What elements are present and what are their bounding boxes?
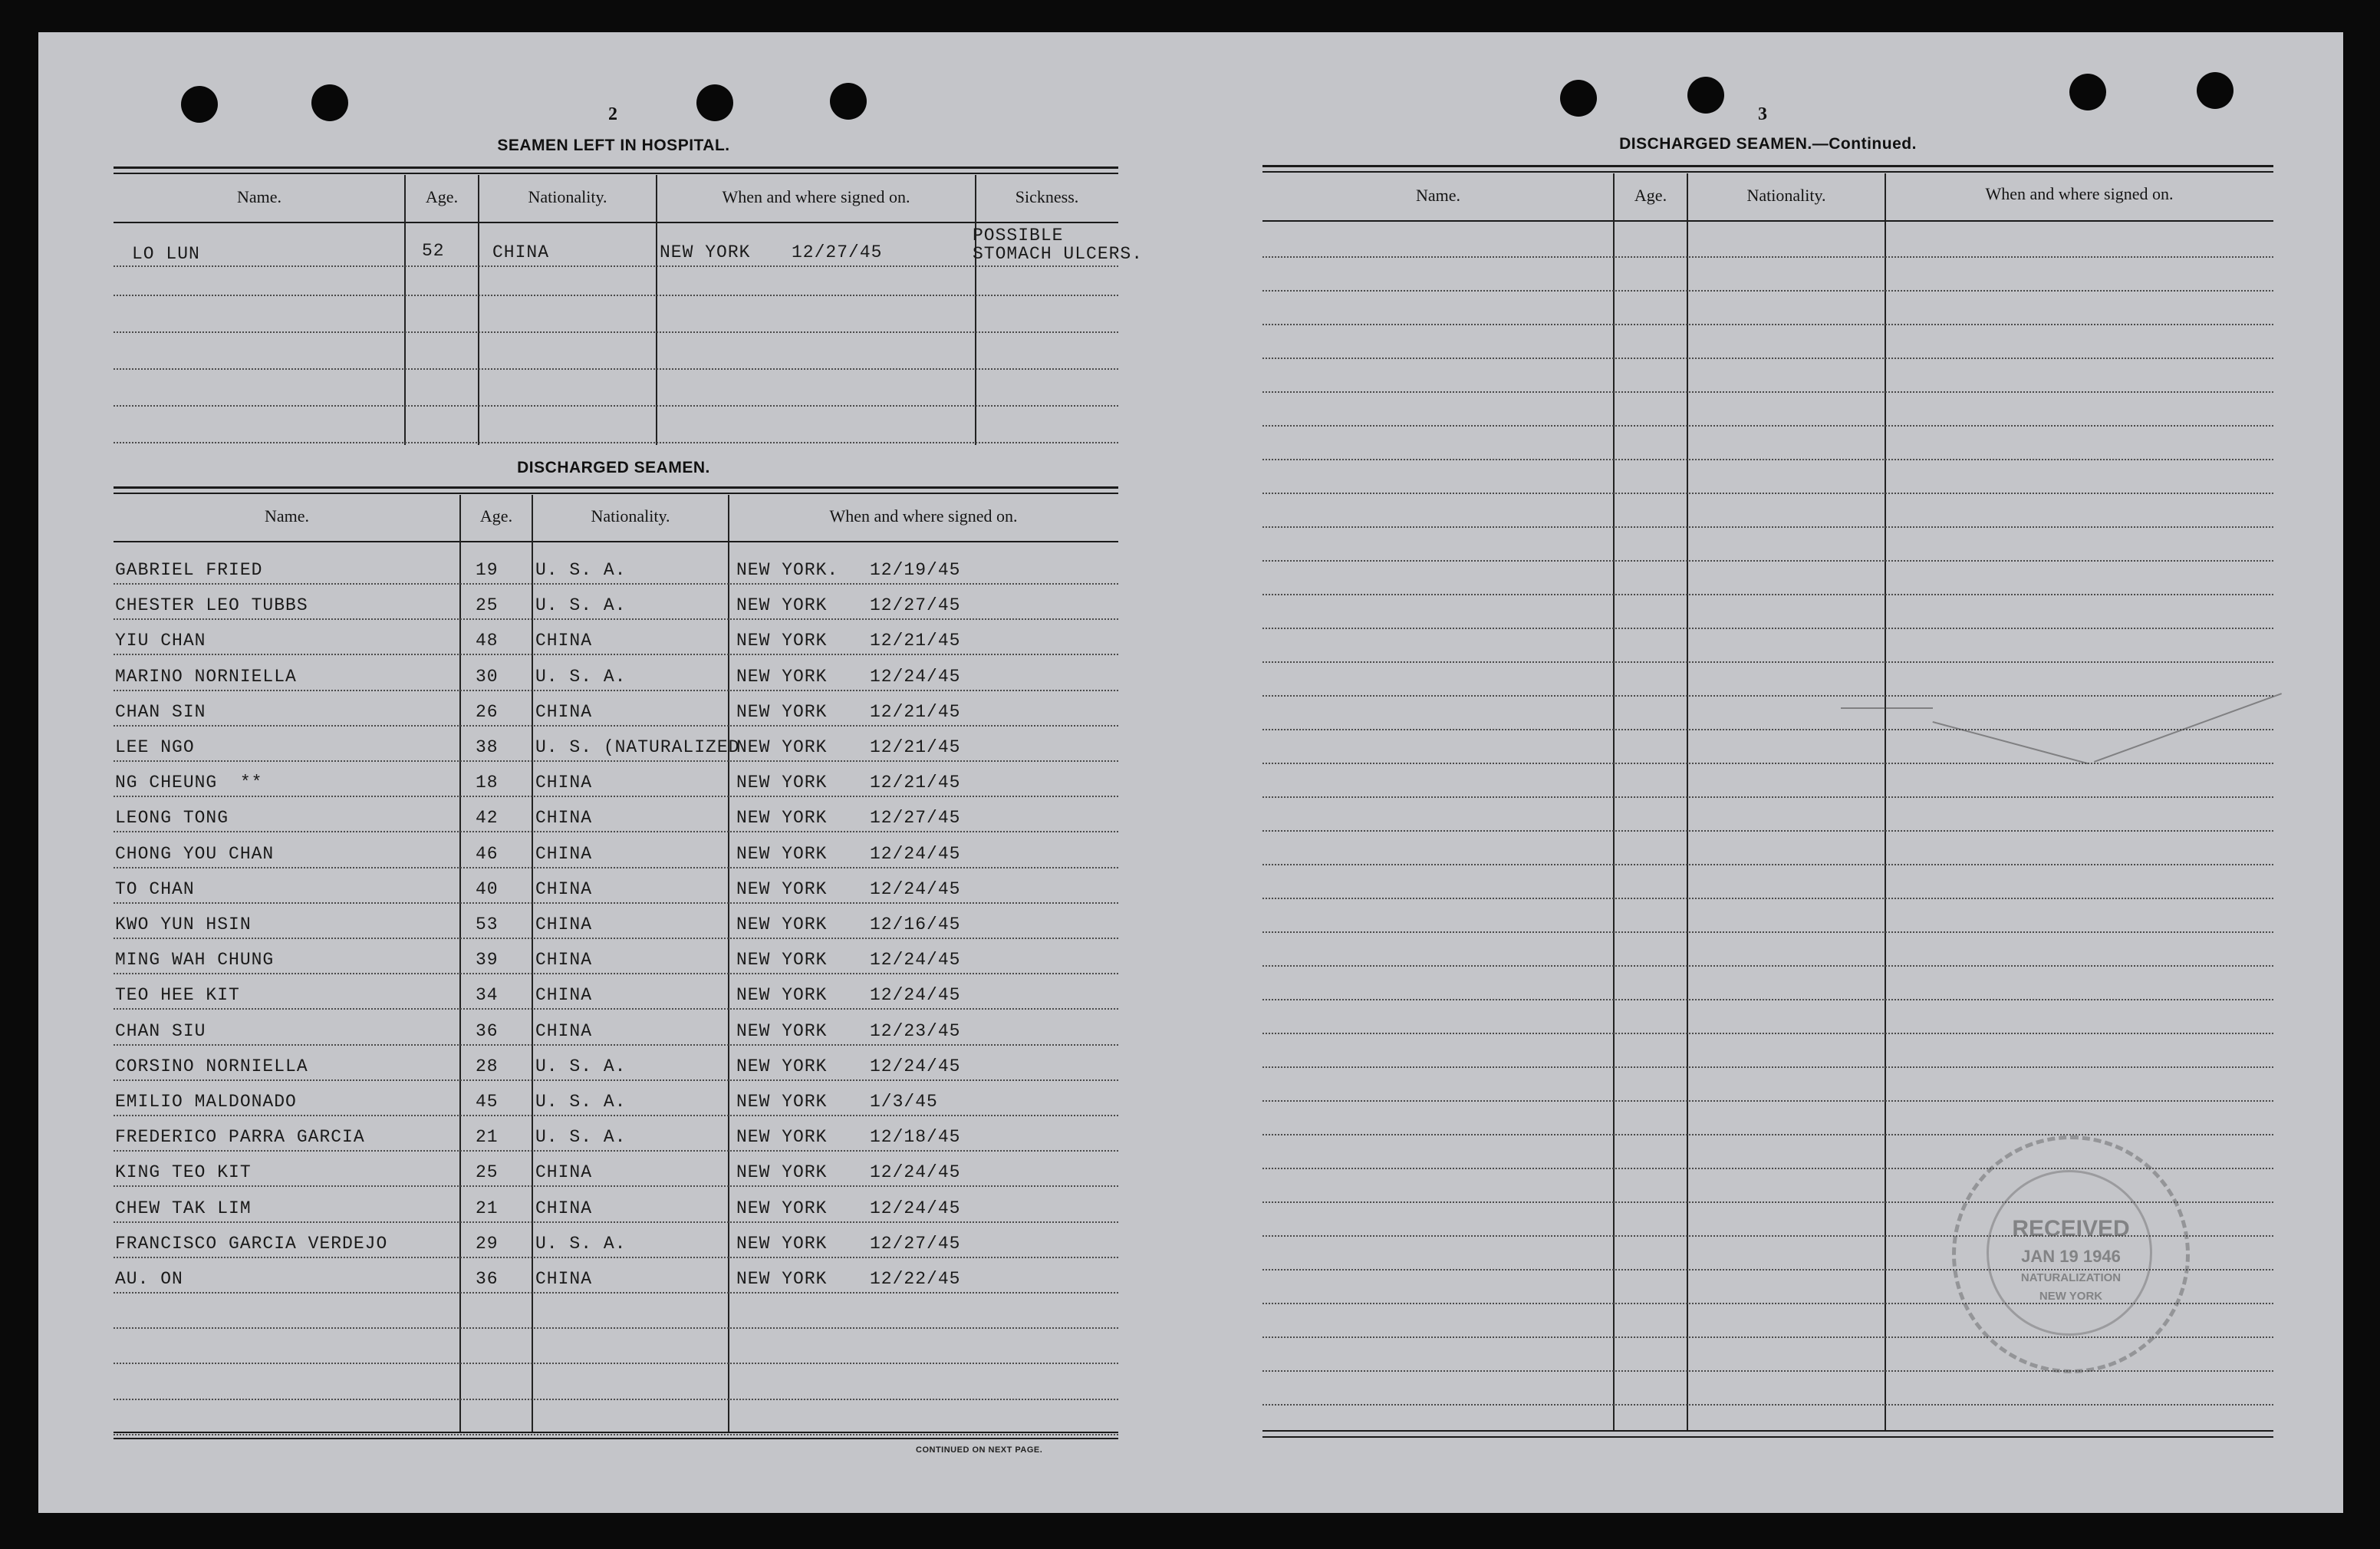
discharged-cell-age: 53 (476, 915, 499, 934)
discharged-cell-nationality: CHINA (535, 1162, 593, 1183)
row-rule (1262, 898, 2273, 899)
discharged-cell-name: TEO HEE KIT (115, 985, 240, 1006)
discharged-cell-place: NEW YORK (736, 666, 828, 687)
discharged-cell-date: 12/24/45 (870, 843, 961, 864)
discharged-cell-place: NEW YORK (736, 1198, 828, 1218)
right-header-name: Name. (1415, 186, 1461, 205)
row-rule (114, 1185, 1118, 1187)
table-rule (114, 541, 1118, 542)
punch-hole (181, 86, 218, 123)
table-rule (114, 222, 1118, 223)
discharged-cell-name: LEE NGO (115, 737, 195, 757)
discharged-cell-nationality: U. S. (NATURALIZED (535, 737, 740, 757)
discharged-cell-place: NEW YORK (736, 1092, 828, 1112)
row-rule (1262, 290, 2273, 292)
discharged-cell-nationality: U. S. A. (535, 595, 627, 616)
discharged-cell-nationality: U. S. A. (535, 560, 627, 580)
discharged-cell-nationality: CHINA (535, 985, 593, 1006)
row-rule (114, 583, 1118, 585)
row-rule (114, 295, 1118, 296)
row-rule (114, 1150, 1118, 1152)
discharged-cell-date: 12/21/45 (870, 773, 961, 793)
row-rule (1262, 965, 2273, 967)
discharged-cell-nationality: CHINA (535, 950, 593, 971)
column-rule (1687, 173, 1688, 1432)
discharged-cell-date: 12/24/45 (870, 1056, 961, 1076)
hospital-header-age: Age. (425, 187, 459, 206)
row-rule (1262, 425, 2273, 427)
discharged-cell-age: 21 (476, 1127, 499, 1148)
discharged-cell-nationality: CHINA (535, 1020, 593, 1041)
discharged-cell-age: 48 (476, 631, 499, 651)
discharged-cell-age: 28 (476, 1056, 499, 1076)
table-rule (114, 486, 1118, 489)
discharged-cell-nationality: U. S. A. (535, 1056, 627, 1076)
discharged-cell-age: 36 (476, 1269, 499, 1289)
row-rule (1262, 931, 2273, 933)
right-header-signed-on: When and where signed on. (1985, 184, 2174, 203)
discharged-cell-nationality: CHINA (535, 631, 593, 651)
discharged-cell-place: NEW YORK (736, 1056, 828, 1076)
row-rule (114, 1008, 1118, 1010)
discharged-cell-name: AU. ON (115, 1269, 183, 1289)
hospital-header-sickness: Sickness. (1015, 187, 1079, 206)
row-rule (1262, 864, 2273, 865)
row-rule (1262, 796, 2273, 798)
discharged-cell-name: YIU CHAN (115, 631, 206, 651)
discharged-cell-nationality: CHINA (535, 878, 593, 899)
row-rule (114, 1079, 1118, 1081)
discharged-cell-date: 12/24/45 (870, 878, 961, 899)
stamp-date-text: JAN 19 1946 (2021, 1247, 2121, 1266)
discharged-cell-name: EMILIO MALDONADO (115, 1092, 297, 1112)
row-rule (1262, 560, 2273, 562)
row-rule (114, 1434, 1118, 1435)
row-rule (1262, 999, 2273, 1000)
discharged-cell-place: NEW YORK (736, 1020, 828, 1041)
row-rule (114, 442, 1118, 443)
discharged-cell-age: 39 (476, 950, 499, 971)
discharged-cell-name: FREDERICO PARRA GARCIA (115, 1127, 365, 1148)
discharged-cell-age: 19 (476, 560, 499, 580)
discharged-cell-name: KWO YUN HSIN (115, 915, 252, 934)
discharged-cell-nationality: U. S. A. (535, 1233, 627, 1254)
row-rule (1262, 391, 2273, 393)
row-rule (114, 1399, 1118, 1400)
discharged-cell-name: CHONG YOU CHAN (115, 843, 275, 864)
punch-hole (696, 84, 733, 121)
discharged-cell-name: GABRIEL FRIED (115, 560, 263, 580)
discharged-cell-name: CHAN SIN (115, 701, 206, 722)
discharged-cell-age: 30 (476, 666, 499, 687)
discharged-cell-name: CORSINO NORNIELLA (115, 1056, 308, 1076)
discharged-cell-place: NEW YORK (736, 595, 828, 616)
hospital-header-name: Name. (236, 187, 282, 206)
discharged-cell-date: 12/22/45 (870, 1269, 961, 1289)
table-rule (1262, 1436, 2273, 1438)
row-rule (1262, 526, 2273, 528)
row-rule (114, 1327, 1118, 1329)
discharged-cell-place: NEW YORK. (736, 560, 839, 580)
discharged-cell-age: 38 (476, 737, 499, 757)
row-rule (114, 405, 1118, 407)
row-rule (114, 973, 1118, 974)
table-rule (1262, 171, 2273, 173)
row-rule (1262, 459, 2273, 460)
discharged-cell-date: 12/21/45 (870, 631, 961, 651)
discharged-cell-name: FRANCISCO GARCIA VERDEJO (115, 1233, 388, 1254)
discharged-cell-date: 12/21/45 (870, 737, 961, 757)
discharged-cell-date: 12/27/45 (870, 595, 961, 616)
right-header-age: Age. (1634, 186, 1667, 205)
discharged-cell-place: NEW YORK (736, 843, 828, 864)
discharged-cell-date: 12/24/45 (870, 1198, 961, 1218)
discharged-cell-date: 12/19/45 (870, 560, 961, 580)
discharged-cell-name: LEONG TONG (115, 808, 229, 829)
row-rule (114, 265, 1118, 267)
punch-hole (1687, 77, 1724, 114)
table-rule (114, 166, 1118, 169)
discharged-cell-date: 12/16/45 (870, 915, 961, 934)
column-rule (1613, 173, 1615, 1432)
discharged-section-title: DISCHARGED SEAMEN. (517, 459, 710, 476)
discharged-cell-place: NEW YORK (736, 701, 828, 722)
hospital-cell-sickness: POSSIBLE (973, 226, 1064, 246)
discharged-cell-place: NEW YORK (736, 985, 828, 1006)
page-number-right: 3 (1758, 104, 1767, 124)
discharged-cell-nationality: CHINA (535, 843, 593, 864)
discharged-cell-date: 12/24/45 (870, 666, 961, 687)
row-rule (114, 1292, 1118, 1294)
row-rule (114, 902, 1118, 904)
discharged-cell-date: 12/21/45 (870, 701, 961, 722)
row-rule (114, 654, 1118, 655)
row-rule (1262, 1134, 2273, 1135)
row-rule (114, 1363, 1118, 1364)
hospital-cell-name: LO LUN (132, 244, 200, 264)
paper-crease (1841, 707, 1933, 709)
discharged-cell-date: 12/23/45 (870, 1020, 961, 1041)
discharged-cell-place: NEW YORK (736, 631, 828, 651)
discharged-header-name: Name. (264, 506, 310, 526)
discharged-cell-age: 26 (476, 701, 499, 722)
discharged-cell-name: NG CHEUNG ** (115, 773, 263, 793)
discharged-cell-age: 40 (476, 878, 499, 899)
discharged-cell-name: CHESTER LEO TUBBS (115, 595, 308, 616)
row-rule (1262, 1100, 2273, 1102)
discharged-cell-date: 12/24/45 (870, 1162, 961, 1183)
discharged-cell-age: 45 (476, 1092, 499, 1112)
row-rule (114, 796, 1118, 797)
row-rule (114, 1221, 1118, 1223)
row-rule (114, 725, 1118, 727)
page-number-left: 2 (608, 104, 617, 124)
hospital-cell-place: NEW YORK (660, 242, 751, 262)
row-rule (1262, 594, 2273, 595)
stamp-naturalization-text: NATURALIZATION (2020, 1271, 2122, 1284)
stamp-city-text: NEW YORK (2039, 1290, 2103, 1303)
punch-hole (2069, 74, 2106, 110)
discharged-cell-age: 18 (476, 773, 499, 793)
discharged-cell-place: NEW YORK (736, 737, 828, 757)
discharged-cell-place: NEW YORK (736, 915, 828, 934)
row-rule (114, 760, 1118, 762)
table-rule (114, 1438, 1118, 1439)
discharged-cell-age: 46 (476, 843, 499, 864)
discharged-cell-age: 21 (476, 1198, 499, 1218)
discharged-cell-date: 12/24/45 (870, 985, 961, 1006)
row-rule (1262, 695, 2273, 697)
continued-footer: CONTINUED ON NEXT PAGE. (916, 1445, 1043, 1455)
discharged-cell-name: CHAN SIU (115, 1020, 206, 1041)
received-stamp (1952, 1135, 2190, 1373)
discharged-cell-date: 12/27/45 (870, 808, 961, 829)
discharged-cell-name: TO CHAN (115, 878, 195, 899)
discharged-cell-place: NEW YORK (736, 773, 828, 793)
row-rule (1262, 628, 2273, 629)
row-rule (114, 331, 1118, 333)
discharged-cell-place: NEW YORK (736, 878, 828, 899)
hospital-cell-date: 12/27/45 (792, 242, 883, 262)
discharged-cell-name: MARINO NORNIELLA (115, 666, 297, 687)
discharged-cell-date: 12/18/45 (870, 1127, 961, 1148)
row-rule (1262, 729, 2273, 730)
discharged-cell-name: MING WAH CHUNG (115, 950, 275, 971)
table-rule (1262, 1430, 2273, 1432)
discharged-cell-place: NEW YORK (736, 950, 828, 971)
discharged-cell-age: 34 (476, 985, 499, 1006)
row-rule (1262, 661, 2273, 663)
stamp-received-text: RECEIVED (2012, 1216, 2130, 1241)
discharged-cell-name: CHEW TAK LIM (115, 1198, 252, 1218)
discharged-cell-nationality: CHINA (535, 808, 593, 829)
discharged-cell-date: 1/3/45 (870, 1092, 938, 1112)
discharged-cell-place: NEW YORK (736, 1269, 828, 1289)
hospital-cell-sickness: STOMACH ULCERS. (973, 244, 1144, 264)
row-rule (1262, 1404, 2273, 1406)
discharged-cell-date: 12/24/45 (870, 950, 961, 971)
hospital-section-title: SEAMEN LEFT IN HOSPITAL. (497, 137, 730, 154)
discharged-cell-nationality: U. S. A. (535, 1127, 627, 1148)
row-rule (114, 938, 1118, 939)
row-rule (1262, 358, 2273, 359)
right-section-title: DISCHARGED SEAMEN.—Continued. (1619, 135, 1917, 153)
table-rule (1262, 220, 2273, 222)
discharged-cell-nationality: CHINA (535, 1269, 593, 1289)
hospital-header-nationality: Nationality. (528, 187, 607, 206)
table-rule (114, 493, 1118, 494)
discharged-cell-age: 25 (476, 595, 499, 616)
discharged-header-nationality: Nationality. (591, 506, 670, 526)
discharged-header-signed-on: When and where signed on. (829, 506, 1018, 526)
row-rule (1262, 830, 2273, 832)
row-rule (1262, 1066, 2273, 1068)
row-rule (1262, 1370, 2273, 1372)
discharged-cell-nationality: CHINA (535, 773, 593, 793)
discharged-header-age: Age. (479, 506, 513, 526)
table-rule (114, 173, 1118, 174)
hospital-header-signed-on: When and where signed on. (722, 187, 910, 206)
row-rule (114, 1115, 1118, 1116)
discharged-cell-age: 29 (476, 1233, 499, 1254)
discharged-cell-name: KING TEO KIT (115, 1162, 252, 1183)
discharged-cell-place: NEW YORK (736, 808, 828, 829)
discharged-cell-nationality: CHINA (535, 1198, 593, 1218)
punch-hole (311, 84, 348, 121)
discharged-cell-age: 25 (476, 1162, 499, 1183)
punch-hole (830, 83, 867, 120)
table-rule (114, 1432, 1118, 1433)
row-rule (114, 368, 1118, 370)
row-rule (1262, 493, 2273, 494)
discharged-cell-date: 12/27/45 (870, 1233, 961, 1254)
row-rule (114, 690, 1118, 691)
discharged-cell-place: NEW YORK (736, 1233, 828, 1254)
discharged-cell-place: NEW YORK (736, 1127, 828, 1148)
punch-hole (2197, 72, 2234, 109)
row-rule (114, 1044, 1118, 1046)
hospital-cell-age: 52 (422, 241, 445, 261)
discharged-cell-place: NEW YORK (736, 1162, 828, 1183)
punch-hole (1560, 80, 1597, 117)
row-rule (1262, 1033, 2273, 1034)
discharged-cell-nationality: U. S. A. (535, 1092, 627, 1112)
row-rule (1262, 763, 2273, 764)
row-rule (114, 867, 1118, 868)
hospital-cell-nationality: CHINA (492, 242, 550, 262)
row-rule (114, 1257, 1118, 1258)
row-rule (1262, 324, 2273, 325)
right-header-nationality: Nationality. (1746, 186, 1826, 205)
row-rule (114, 831, 1118, 832)
discharged-cell-nationality: U. S. A. (535, 666, 627, 687)
discharged-cell-age: 36 (476, 1020, 499, 1041)
row-rule (114, 618, 1118, 620)
discharged-cell-age: 42 (476, 808, 499, 829)
discharged-cell-nationality: CHINA (535, 701, 593, 722)
row-rule (1262, 256, 2273, 258)
column-rule (1885, 173, 1886, 1432)
table-rule (1262, 165, 2273, 167)
discharged-cell-nationality: CHINA (535, 915, 593, 934)
